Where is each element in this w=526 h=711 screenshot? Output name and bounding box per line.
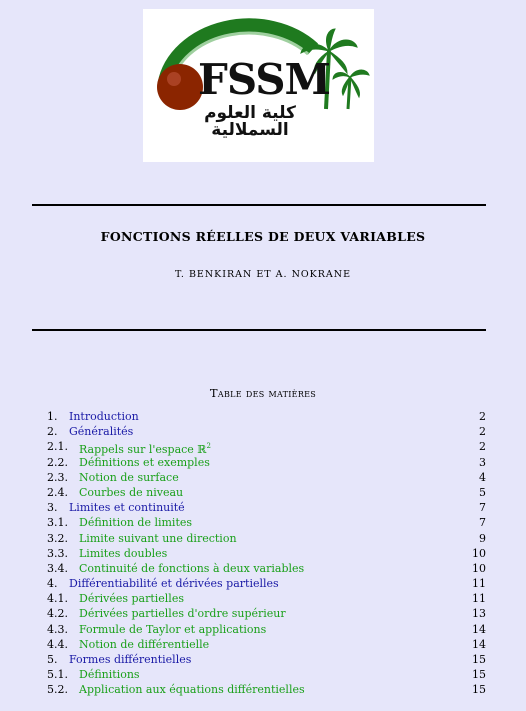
toc-entry[interactable] — [0, 500, 526, 515]
toc-entry-number: 3. — [47, 501, 58, 515]
toc-entry-page: 2 — [479, 440, 486, 454]
document-authors: T. BENKIRAN ET A. NOKRANE — [174, 269, 352, 280]
toc-entry[interactable] — [0, 652, 526, 667]
toc-entry-link[interactable] — [79, 606, 286, 621]
bottom-rule — [32, 329, 486, 331]
toc-entry-page: 3 — [479, 455, 486, 469]
toc-entry-link[interactable] — [69, 576, 279, 591]
toc-entry-number: 4. — [47, 577, 58, 591]
toc-entry[interactable] — [0, 667, 526, 682]
toc-entry-page: 7 — [479, 516, 486, 530]
toc-entry-page: 2 — [479, 410, 486, 423]
toc-entry-page: 4 — [479, 470, 486, 484]
toc-entry[interactable] — [0, 470, 526, 485]
toc-entry-number: 5.1. — [47, 668, 68, 682]
toc-entry-number: 3.3. — [47, 546, 68, 560]
toc-entry-label: Généralités — [69, 425, 134, 439]
toc-entry-label: Courbes de niveau — [79, 485, 184, 499]
toc-entry-page: 2 — [479, 425, 486, 439]
toc-entry-number: 4.1. — [47, 592, 68, 606]
document-title: FONCTIONS RÉELLES DE DEUX VARIABLES — [100, 229, 426, 244]
toc-entry-page: 14 — [472, 637, 486, 651]
toc-entry-page: 10 — [472, 546, 486, 560]
toc-entry[interactable] — [0, 439, 526, 457]
toc-entry-number: 4.3. — [47, 622, 68, 636]
toc-entry-label: Formes différentielles — [69, 653, 192, 666]
toc-entry-link[interactable] — [79, 515, 192, 530]
toc-entry-label: Application aux équations différentielles — [79, 683, 305, 697]
toc-entry-link[interactable] — [69, 652, 191, 667]
toc-entry[interactable] — [0, 622, 526, 637]
toc-entry-page: 9 — [479, 531, 486, 545]
toc-entry[interactable] — [0, 455, 526, 470]
toc-entry-number: 3.2. — [47, 531, 68, 545]
toc-entry-link[interactable] — [79, 622, 266, 637]
toc-entry-link[interactable] — [79, 546, 167, 561]
toc-entry-link[interactable] — [69, 409, 139, 424]
toc-entry-label: Introduction — [69, 410, 139, 423]
toc-entry-page: 13 — [472, 607, 486, 621]
toc-entry-number: 5.2. — [47, 683, 68, 697]
toc-entry-label: Définitions et exemples — [79, 455, 210, 469]
toc-entry-number: 2.1. — [47, 440, 68, 454]
toc-entry[interactable] — [0, 515, 526, 530]
toc-entry[interactable] — [0, 546, 526, 561]
toc-entry[interactable] — [0, 485, 526, 500]
logo-arabic-text: كلية العلوم السملالية — [204, 103, 296, 140]
toc-entry[interactable] — [0, 561, 526, 576]
toc-entry[interactable] — [0, 424, 526, 439]
toc-entry[interactable] — [0, 531, 526, 546]
toc-entry-link[interactable] — [79, 561, 304, 576]
toc-entry-page: 14 — [472, 622, 486, 636]
toc-entry-label: Définition de limites — [79, 516, 193, 530]
toc-entry-link[interactable] — [69, 424, 133, 439]
toc-entry-label: Notion de surface — [79, 470, 179, 484]
toc-entry-link[interactable] — [79, 637, 209, 652]
toc-entry[interactable] — [0, 637, 526, 652]
toc-entry-page: 10 — [472, 561, 486, 575]
toc-entry-number: 2.4. — [47, 485, 68, 499]
toc-entry-label: Différentiabilité et dérivées partielles — [69, 577, 279, 591]
toc-entry-superscript: 2 — [206, 442, 211, 451]
toc-entry-number: 4.4. — [47, 637, 68, 651]
toc-entry-page: 15 — [472, 683, 486, 697]
toc-entry-link[interactable] — [79, 455, 210, 470]
table-of-contents — [0, 409, 526, 698]
toc-entry-number: 2.3. — [47, 470, 68, 484]
top-rule — [32, 204, 486, 206]
toc-entry-label: Continuité de fonctions à deux variables — [79, 561, 305, 575]
toc-entry-number: 5. — [47, 653, 58, 666]
toc-entry-page: 11 — [472, 592, 486, 606]
toc-entry-link[interactable] — [79, 531, 237, 546]
toc-entry-label: Notion de différentielle — [79, 637, 210, 651]
toc-entry-label: Limite suivant une direction — [79, 531, 237, 545]
toc-heading: Table des matières — [209, 386, 317, 400]
toc-entry[interactable] — [0, 682, 526, 697]
toc-entry-number: 3.1. — [47, 516, 68, 530]
toc-entry-link[interactable] — [79, 667, 140, 682]
toc-entry-link[interactable] — [79, 682, 305, 697]
toc-entry-label: Limites et continuité — [69, 501, 185, 515]
toc-entry-label: Formule de Taylor et applications — [79, 622, 267, 636]
toc-entry-page: 11 — [472, 577, 486, 591]
toc-entry-number: 1. — [47, 410, 58, 423]
toc-entry[interactable] — [0, 409, 526, 424]
toc-entry-link[interactable] — [79, 470, 179, 485]
toc-entry-label: Rappels sur l'espace ℝ — [79, 443, 207, 457]
toc-entry[interactable] — [0, 606, 526, 621]
toc-entry-page: 15 — [472, 668, 486, 682]
toc-entry[interactable] — [0, 576, 526, 591]
toc-entry-link[interactable] — [79, 485, 183, 500]
toc-entry-label: Dérivées partielles d'ordre supérieur — [79, 607, 286, 621]
toc-entry-label: Définitions — [79, 668, 140, 682]
toc-entry-number: 3.4. — [47, 561, 68, 575]
toc-entry-link[interactable] — [79, 591, 184, 606]
toc-entry[interactable] — [0, 591, 526, 606]
toc-entry-number: 4.2. — [47, 607, 68, 621]
toc-entry-label: Limites doubles — [79, 546, 168, 560]
toc-entry-page: 15 — [472, 653, 486, 666]
toc-entry-number: 2.2. — [47, 455, 68, 469]
toc-entry-page: 7 — [479, 501, 486, 515]
toc-entry-label: Dérivées partielles — [79, 592, 184, 606]
toc-entry-link[interactable] — [69, 500, 185, 515]
toc-entry-page: 5 — [479, 485, 486, 499]
logo-text: FSSM — [198, 55, 331, 104]
fssm-logo — [143, 9, 374, 162]
toc-entry-number: 2. — [47, 425, 58, 439]
